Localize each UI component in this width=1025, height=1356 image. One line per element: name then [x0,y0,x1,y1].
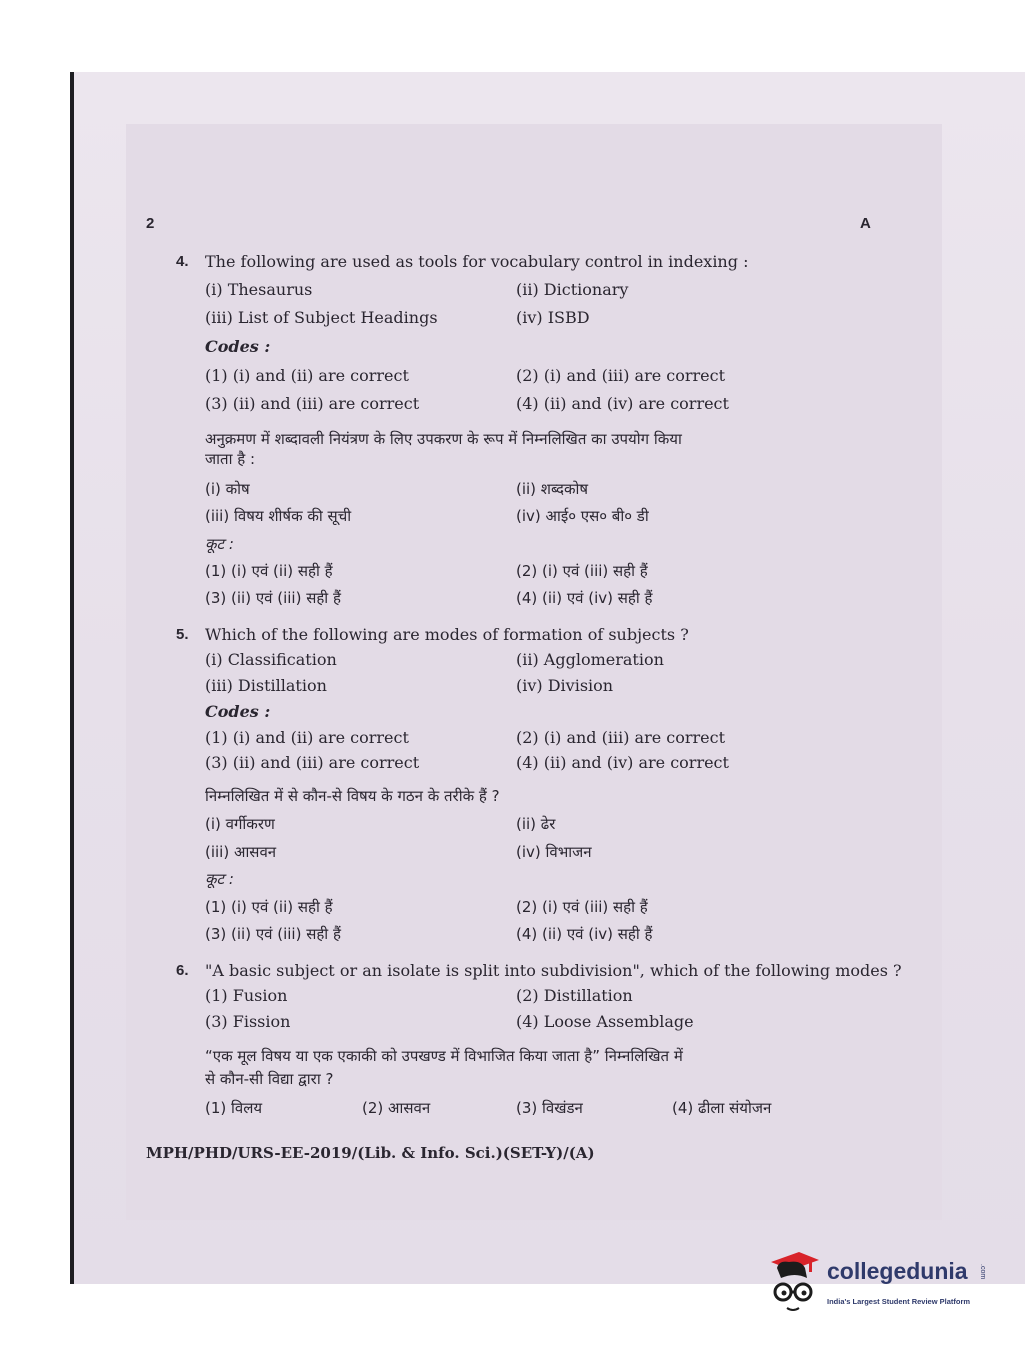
collegedunia-watermark [765,1248,995,1318]
item-en: (iv) Division [516,676,614,695]
question-stem-hi: अनुक्रमण में शब्दावली नियंत्रण के लिए उपकरण के रूप में निम्नलिखित का उपयोग किया [205,430,682,448]
answer-option-hi: (2) (i) एवं (iii) सही हैं [516,898,648,916]
answer-option-en: (4) (ii) and (iv) are correct [516,753,729,772]
answer-option-en: (1) Fusion [205,986,288,1005]
item-en: (iii) Distillation [205,676,327,695]
set-code: A [860,215,871,232]
answer-option-en: (3) (ii) and (iii) are correct [205,394,420,413]
answer-option-en: (2) (i) and (iii) are correct [516,728,726,747]
codes-label: Codes : [205,702,271,721]
question-stem-en: "A basic subject or an isolate is split into subdivision", which of the following modes ? [205,961,902,980]
question-number: 5. [176,626,189,643]
answer-option-hi: (1) विलय [205,1099,263,1117]
item-hi: (ii) ढेर [516,815,556,833]
item-en: (iii) List of Subject Headings [205,308,438,327]
answer-option-en: (1) (i) and (ii) are correct [205,366,409,385]
question-stem-hi-cont: से कौन-सी विद्या द्वारा ? [205,1070,334,1088]
item-hi: (i) कोष [205,480,250,498]
question-stem-hi: निम्नलिखित में से कौन-से विषय के गठन के तरीके हैं ? [205,787,500,805]
answer-option-hi: (3) (ii) एवं (iii) सही हैं [205,589,341,607]
codes-label-hi: कूट : [205,535,234,553]
item-en: (i) Thesaurus [205,280,313,299]
brand-domain-suffix: .com [979,1264,986,1280]
answer-option-hi: (2) (i) एवं (iii) सही हैं [516,562,648,580]
question-number: 4. [176,253,189,270]
answer-option-en: (2) (i) and (iii) are correct [516,366,726,385]
answer-option-en: (3) Fission [205,1012,291,1031]
answer-option-hi: (3) (ii) एवं (iii) सही हैं [205,925,341,943]
answer-option-hi: (4) (ii) एवं (iv) सही हैं [516,925,653,943]
answer-option-hi: (1) (i) एवं (ii) सही हैं [205,562,333,580]
codes-label: Codes : [205,337,271,356]
question-stem-hi-cont: जाता है : [205,450,256,468]
answer-option-hi: (1) (i) एवं (ii) सही हैं [205,898,333,916]
brand-name: collegedunia [827,1258,968,1284]
answer-option-en: (4) Loose Assemblage [516,1012,694,1031]
answer-option-hi: (4) (ii) एवं (iv) सही हैं [516,589,653,607]
answer-option-en: (2) Distillation [516,986,633,1005]
answer-option-en: (4) (ii) and (iv) are correct [516,394,729,413]
question-stem-en: Which of the following are modes of formation of subjects ? [205,625,689,644]
question-stem-en: The following are used as tools for vocabulary control in indexing : [205,252,749,271]
brand-tagline: India's Largest Student Review Platform [827,1297,971,1306]
item-hi: (iv) विभाजन [516,843,592,861]
paper-code-footer: MPH/PHD/URS-EE-2019/(Lib. & Info. Sci.)(SET-Y)/(A) [146,1144,595,1162]
answer-option-hi: (4) ढीला संयोजन [672,1099,772,1117]
answer-option-en: (3) (ii) and (iii) are correct [205,753,420,772]
item-hi: (i) वर्गीकरण [205,815,275,833]
page-number: 2 [146,215,155,232]
item-en: (ii) Dictionary [516,280,629,299]
codes-label-hi: कूट : [205,870,234,888]
item-hi: (iv) आई० एस० बी० डी [516,507,649,525]
item-hi: (iii) विषय शीर्षक की सूची [205,507,352,525]
student-mascot-icon [765,1248,825,1318]
item-hi: (iii) आसवन [205,843,277,861]
question-number: 6. [176,962,189,979]
question-stem-hi: “एक मूल विषय या एक एकाकी को उपखण्ड में विभाजित किया जाता है” निम्नलिखित में [205,1047,683,1065]
answer-option-hi: (2) आसवन [362,1099,431,1117]
item-hi: (ii) शब्दकोष [516,480,589,498]
answer-option-hi: (3) विखंडन [516,1099,583,1117]
item-en: (i) Classification [205,650,337,669]
item-en: (iv) ISBD [516,308,590,327]
answer-option-en: (1) (i) and (ii) are correct [205,728,409,747]
item-en: (ii) Agglomeration [516,650,664,669]
